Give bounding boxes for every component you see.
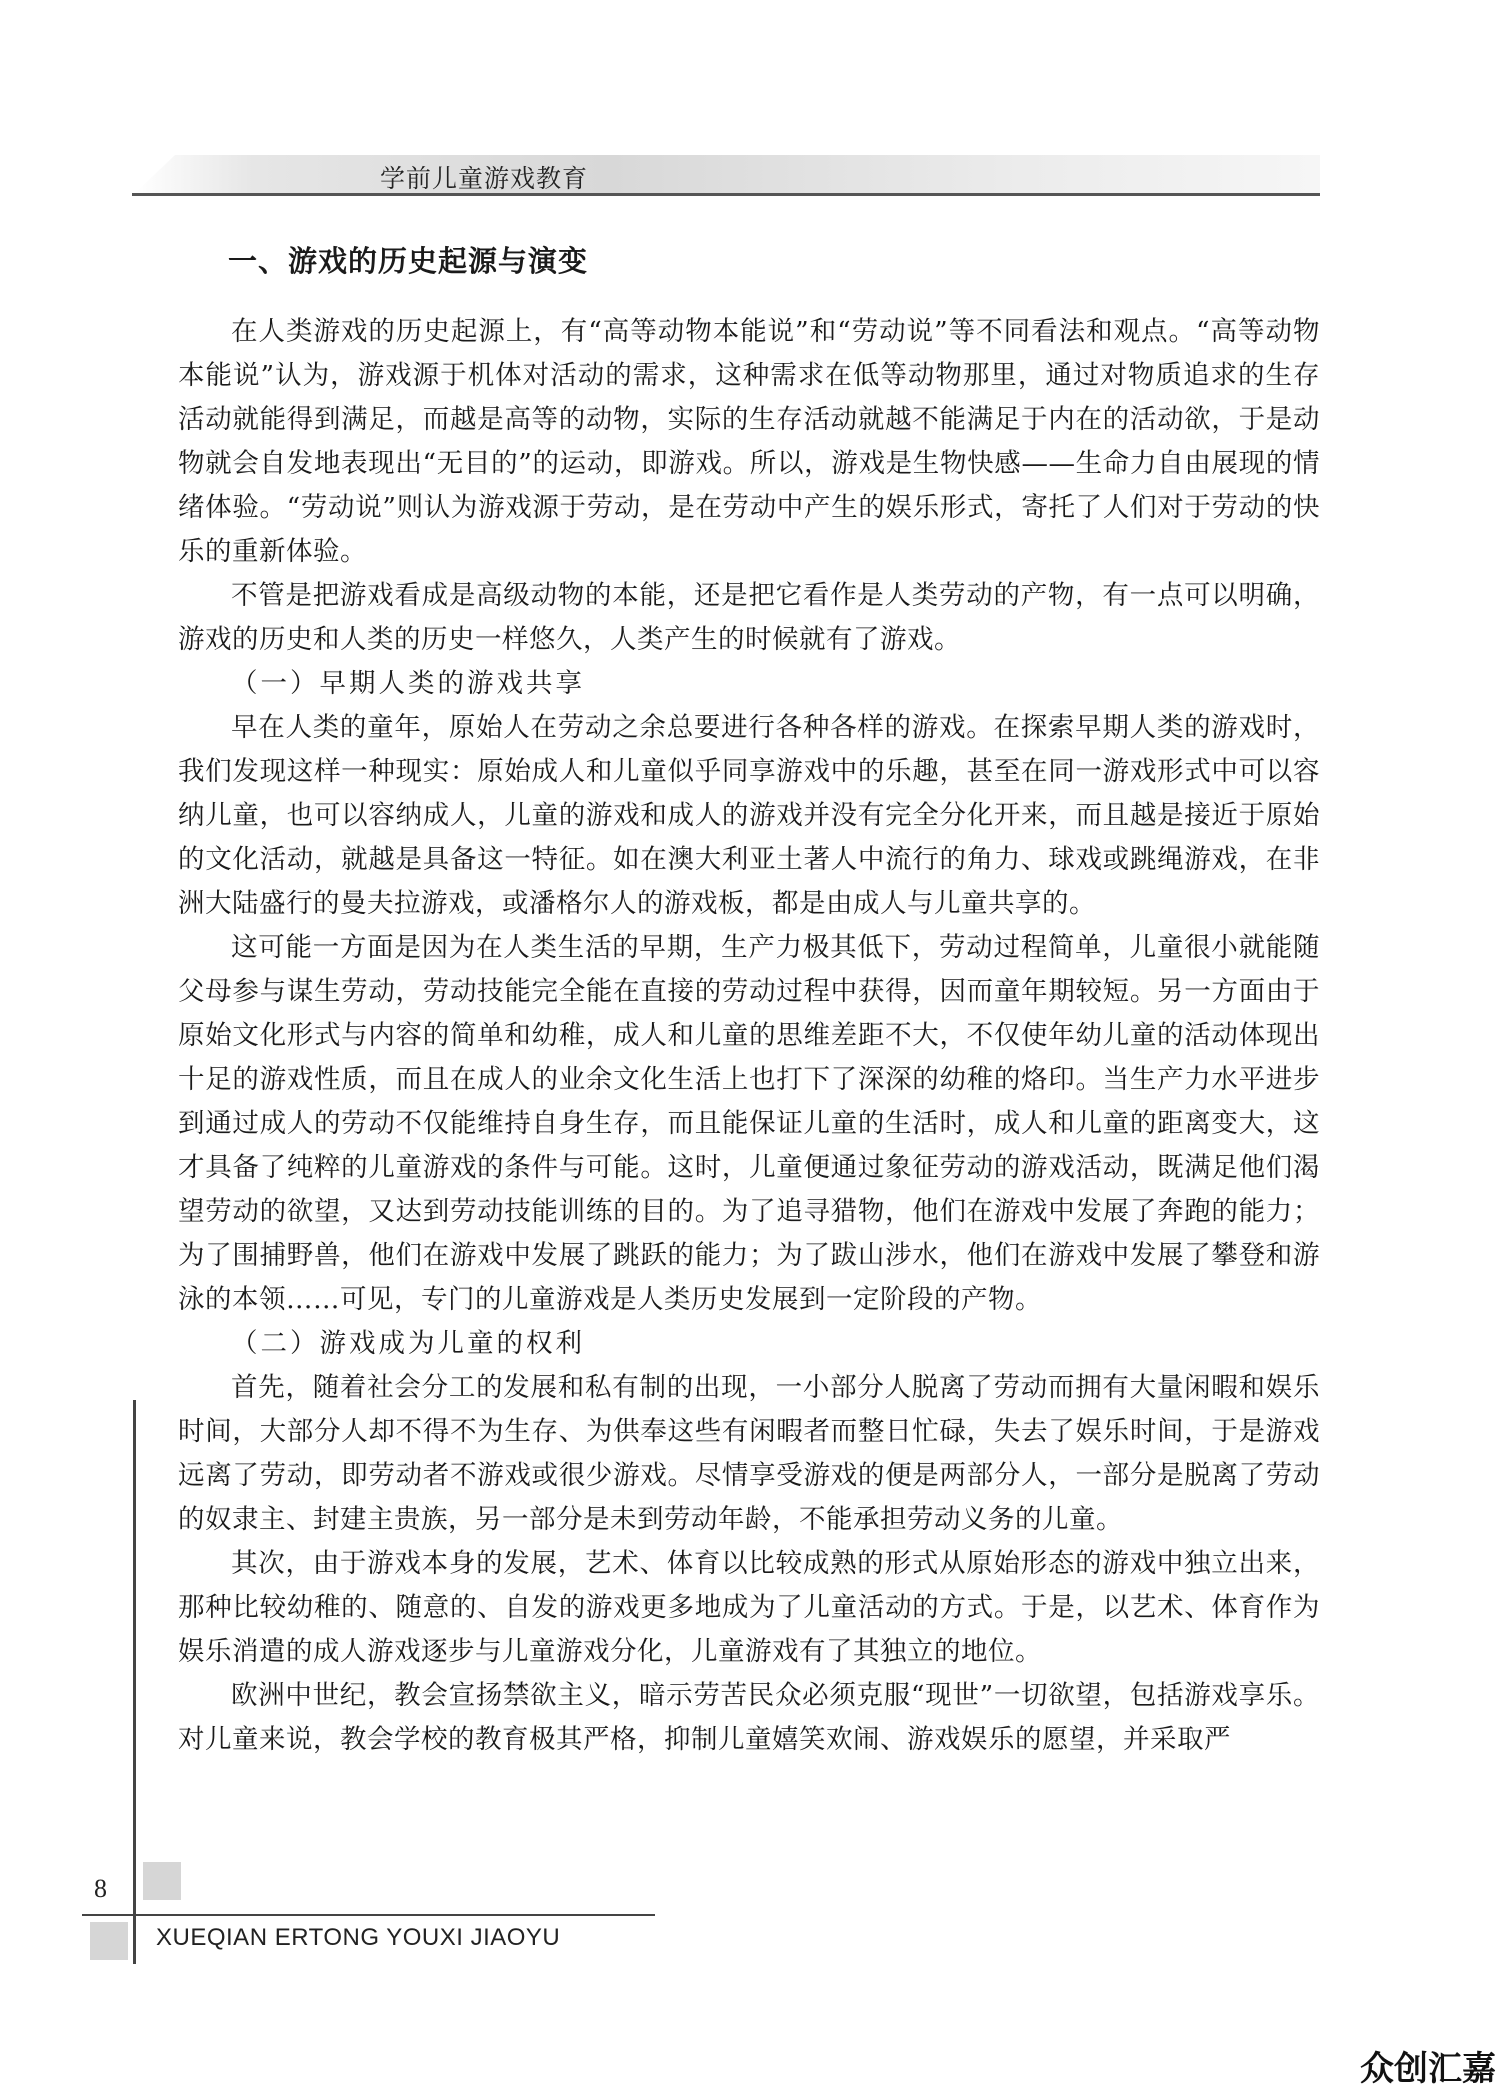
decorative-square xyxy=(143,1862,181,1900)
section-heading: 一、游戏的历史起源与演变 xyxy=(228,244,589,278)
paragraph: 其次，由于游戏本身的发展，艺术、体育以比较成熟的形式从原始形态的游戏中独立出来，那种比较幼稚的、随意的、自发的游戏更多地成为了儿童活动的方式。于是，以艺术、体育作为娱乐消遣的成人游戏逐步与儿童游戏分化，儿童游戏有了其独立的地位。 xyxy=(178,1548,1320,1667)
paragraph: 这可能一方面是因为在人类生活的早期，生产力极其低下，劳动过程简单，儿童很小就能随父母参与谋生劳动，劳动技能完全能在直接的劳动过程中获得，因而童年期较短。另一方面由于原始文化形式与内容的简单和幼稚，成人和儿童的思维差距不大，不仅使年幼儿童的活动体现出十足的游戏性质，而且在成人的业余文化生活上也打下了深深的幼稚的烙印。当生产力水平进步到通过成人的劳动不仅能维持自身生存，而且能保证儿童的生活时，成人和儿童的距离变大，这才具备了纯粹的儿童游戏的条件与可能。这时，儿童便通过象征劳动的游戏活动，既满足他们渴望劳动的欲望，又达到劳动技能训练的目的。为了追寻猎物，他们在游戏中发展了奔跑的能力；为了围捕野兽，他们在游戏中发展了跳跃的能力；为了跋山涉水，他们在游戏中发展了攀登和游泳的本领……可见，专门的儿童游戏是人类历史发展到一定阶段的产物。 xyxy=(178,932,1320,1315)
decorative-square xyxy=(90,1922,128,1960)
subsection-heading: （二）游戏成为儿童的权利 xyxy=(231,1328,585,1359)
watermark-logo: 众创汇嘉 xyxy=(1360,2049,1496,2089)
page-number: 8 xyxy=(94,1874,107,1903)
footer-rule xyxy=(82,1914,655,1916)
paragraph: 不管是把游戏看成是高级动物的本能，还是把它看作是人类劳动的产物，有一点可以明确，游戏的历史和人类的历史一样悠久，人类产生的时候就有了游戏。 xyxy=(178,580,1320,655)
header-rule xyxy=(132,193,1320,196)
paragraph: 早在人类的童年，原始人在劳动之余总要进行各种各样的游戏。在探索早期人类的游戏时，我们发现这样一种现实：原始成人和儿童似乎同享游戏中的乐趣，甚至在同一游戏形式中可以容纳儿童，也可以容纳成人，儿童的游戏和成人的游戏并没有完全分化开来，而且越是接近于原始的文化活动，就越是具备这一特征。如在澳大利亚土著人中流行的角力、球戏或跳绳游戏，在非洲大陆盛行的曼夫拉游戏，或潘格尔人的游戏板，都是由成人与儿童共享的。 xyxy=(178,712,1320,919)
paragraph: 首先，随着社会分工的发展和私有制的出现，一小部分人脱离了劳动而拥有大量闲暇和娱乐时间，大部分人却不得不为生存、为供奉这些有闲暇者而整日忙碌，失去了娱乐时间，于是游戏远离了劳动，即劳动者不游戏或很少游戏。尽情享受游戏的便是两部分人，一部分是脱离了劳动的奴隶主、封建主贵族，另一部分是未到劳动年龄，不能承担劳动义务的儿童。 xyxy=(178,1372,1320,1535)
header-band xyxy=(135,155,1320,193)
margin-rule xyxy=(133,1400,136,1964)
page-content xyxy=(178,225,1320,1762)
paragraph: 在人类游戏的历史起源上，有“高等动物本能说”和“劳动说”等不同看法和观点。“高等动物本能说”认为，游戏源于机体对活动的需求，这种需求在低等动物那里，通过对物质追求的生存活动就能得到满足，而越是高等的动物，实际的生存活动就越不能满足于内在的活动欲，于是动物就会自发地表现出“无目的”的运动，即游戏。所以，游戏是生物快感——生命力自由展现的情绪体验。“劳动说”则认为游戏源于劳动，是在劳动中产生的娱乐形式，寄托了人们对于劳动的快乐的重新体验。 xyxy=(178,316,1320,567)
paragraph: 欧洲中世纪，教会宣扬禁欲主义，暗示劳苦民众必须克服“现世”一切欲望，包括游戏享乐。对儿童来说，教会学校的教育极其严格，抑制儿童嬉笑欢闹、游戏娱乐的愿望，并采取严 xyxy=(178,1680,1320,1755)
subsection-heading: （一）早期人类的游戏共享 xyxy=(231,668,585,699)
running-header-title: 学前儿童游戏教育 xyxy=(380,164,589,193)
footer-title: XUEQIAN ERTONG YOUXI JIAOYU xyxy=(156,1924,561,1951)
